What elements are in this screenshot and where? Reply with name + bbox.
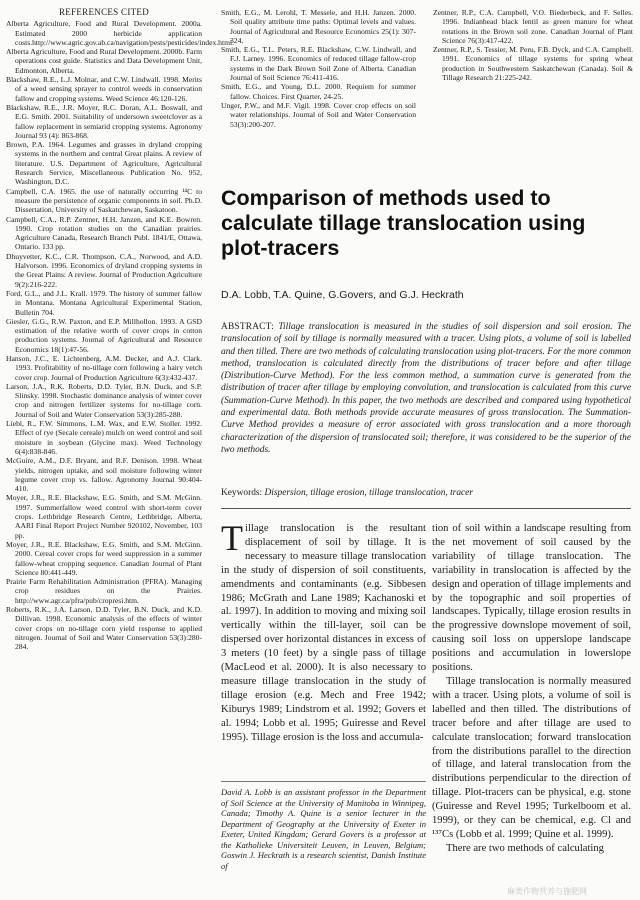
reference-entry: Blackshaw, R.E., L.J. Molnar, and C.W. Lindwall. 1998. Merits of a weed sensing sprayer to control weeds in conservation fallow and cropping systems. Weed Science 46:120-126. xyxy=(6,75,202,103)
reference-entry: Campbell, C.A., R.P. Zentner, H.H. Janzen, and K.E. Bowren. 1990. Crop rotation studies on the Canadian prairies. Agriculture Canada, Research Branch Publ. 1841/E, Ottawa, Ontario. 133 pp. xyxy=(6,214,202,252)
keywords-text: Dispersion, tillage erosion, tillage translocation, tracer xyxy=(264,488,473,498)
abstract xyxy=(221,321,631,456)
section-divider xyxy=(221,508,631,509)
body-paragraph-1-text: illage translocation is the resultant displacement of soil by tillage. It is necessary to measure tillage translocation in the study of dispersion of soil constituents, amendments and contaminants (e.g. Sibbesen 1986; McGrath and Lane 1989; Kachanoski et al. 1997). In addition to moving and mixing soil vertically within the till-layer, soil can be dispersed over horizontal distances in excess of 3 meters (10 feet) by a single pass of tillage (MacLeod et al. 2000). It is also necessary to measure tillage translocation in the study of tillage erosion (e.g. Mech and Free 1942; Kiburys 1989; Lindstrom et al. 1992; Govers et al. 1994; Lobb et al. 1995; Guiresse and Revel 1995). Tillage erosion is the loss and accumula- xyxy=(221,523,426,743)
body-paragraph-2: tion of soil within a landscape resulting from the net movement of soil caused by the variability of tillage translocation. The variability in translocation is affected by the design and operation of tillage implements and by the topographic and soil properties of landscapes. Typically, tillage erosion results in the progressive downslope movement of soil, causing soil loss on upperslope landscape positions and accumulation in lowerslope positions. xyxy=(432,523,631,674)
reference-entry: Unger, P.W., and M.F. Vigil. 1998. Cover crop effects on soil water relationships. Journal of Soil and Water Conservation 53(3):200-207. xyxy=(221,100,416,129)
reference-entry: Smith, E.G., T.L. Peters, R.E. Blackshaw, C.W. Lindwall, and F.J. Larney. 1996. Economics of reduced tillage fallow-crop systems in the Dark Brown Soil Zone of Alberta. Canadian Journal of Soil Science 76:411-416. xyxy=(221,45,416,83)
reference-entry: McGuire, A.M., D.F. Bryant, and R.F. Denison. 1998. Wheat yields, nitrogen uptake, and soil moisture following winter legume cover crop vs. fallow. Agronomy Journal 90:404-410. xyxy=(6,456,202,494)
keywords-label: Keywords: xyxy=(221,488,263,498)
abstract-text: Tillage translocation is measured in the studies of soil dispersion and soil erosion. The translocation of soil by tillage is normally measured with a tracer. Using plots, a volume of soil is labelled and then tilled. There are two methods of calculating translocation using plot-tracers. For the more common method, translocation is calculated directly from the distributions of tracer before and after tillage (Distribution-Curve Method). For the less common method, a summation curve is generated from the distribution of tracer after tillage by employing convolution, and translocation is calculated from this curve (Summation-Curve Method). In this paper, the two methods are described and compared using hypothetical and experimental data. Both methods provide accurate measures of gross translocation. The Summation-Curve Method provides a measure of error associated with gross translocation and a more thorough characterization of the dispersion of translocated soil; therefore, it was considered to be the superior of the two methods. xyxy=(221,322,632,455)
references-middle-list xyxy=(221,8,416,129)
reference-entry: Moyer, J.R., R.E. Blackshaw, E.G. Smith, and S.M. McGinn. 1997. Summerfallow weed control with short-term cover crops. Lethbridge Research Centre, Lethbridge, Alberta, AARI Final Report Project Number 920102, November, 103 pp. xyxy=(6,493,202,540)
reference-entry: Campbell, C.A. 1965. the use of naturally occurring ¹⁴C to measure the persistence of organic components in soil. Ph.D. Dissertation, University of Saskatchewan, Saskatoon. xyxy=(6,186,202,215)
references-right-column xyxy=(433,8,633,82)
watermark-text: 麻类作物营养与施肥网 xyxy=(507,887,587,896)
body-paragraph-1 xyxy=(221,518,426,745)
reference-entry: Hanson, J.C., E. Lichtenberg, A.M. Decker, and A.J. Clark. 1993. Profitability of no-tillage corn following a hairy vetch cover crop. Journal of Production Agriculture 6(3):432-437. xyxy=(6,353,202,382)
body-left-column xyxy=(221,518,426,745)
reference-entry: Moyer, J.R., R.E. Blackshaw, E.G. Smith, and S.M. McGinn. 2000. Cereal cover crops for weed suppression in a summer fallow-wheat cropping sequence. Canadian Journal of Plant Science 80:441-449. xyxy=(6,539,202,577)
keywords xyxy=(221,488,631,498)
reference-entry: Smith, E.G., M. Lerohl, T. Messele, and H.H. Janzen. 2000. Soil quality attribute time paths: Optimal levels and values. Journal of Agricultural and Resource Economics 25(1): 307-324. xyxy=(221,8,416,45)
reference-entry: Prairie Farm Rehabilitation Administration (PFRA). Managing crop residues on the Prairies. http://www.agr.ca/pfra/pub/cropresi.htm. xyxy=(6,577,202,605)
reference-entry: Zentner, R.P., C.A. Campbell, V.O. Biederbeck, and F. Selles. 1996. Indianhead black lentil as green manure for wheat rotations in the Brown soil zone. Canadian Journal of Plant Science 76(3):417-422. xyxy=(433,8,633,45)
references-heading: REFERENCES CITED xyxy=(58,7,150,17)
reference-entry: Giesler, G.G., R.W. Paxton, and E.P. Millhollon. 1993. A GSD estimation of the relative worth of cover crops in cotton production systems. Journal of Agricultural and Resource Economics 18(1):47-56. xyxy=(6,316,202,354)
bio-divider xyxy=(221,781,426,782)
references-middle-column xyxy=(221,8,416,129)
references-left-column xyxy=(6,7,234,652)
reference-entry: Dhuyvetter, K.C., C.R. Thompson, C.A., Norwood, and A.D. Halvorson. 1996. Economics of dryland cropping systems in the Great Plains: A review. Journal of Production Agriculture 9(2):216-222. xyxy=(6,251,202,289)
reference-entry: Alberta Agriculture, Food and Rural Development. 2000b. Farm operations cost guide. Statistics and Data Development Unit, Edmonton, Alberta. xyxy=(6,47,202,75)
article-title: Comparison of methods used to calculate tillage translocation using plot-tracers xyxy=(221,186,586,260)
reference-entry: Roberts, R.K., J.A. Larson, D.D. Tyler, B.N. Duck, and K.D. Dillivan. 1998. Economic analysis of the effects of winter cover crops on no-tillage corn yield response to applied nitrogen. Journal of Soil and Water Conservation 53(3):280-284. xyxy=(6,605,202,652)
reference-entry: Blackshaw, R.E., J.R. Moyer, R.C. Doran, A.L. Boswall, and E.G. Smith. 2001. Suitability of undersown sweetclover as a fallow replacement in semiarid cropping systems. Agronomy Journal 93 (4): 863-868. xyxy=(6,102,202,140)
author-bio: David A. Lobb is an assistant professor in the Department of Soil Science at the University of Manitoba in Winnipeg, Canada; Timothy A. Quine is a senior lecturer in the Department of Geography at the University of Exeter in Exeter, United Kingdom; Gerard Govers is a professor at the Katholieke Universiteit Leuven, in Leuven, Belgium; Goswin J. Heckrath is a research scientist, Danish Institute of xyxy=(221,787,426,871)
abstract-label: ABSTRACT: xyxy=(221,322,274,332)
drop-cap: T xyxy=(221,518,243,558)
reference-entry: Alberta Agriculture, Food and Rural Development. 2000a. Estimated 2000 herbicide application costs.http://www.agric.gov.ab.ca/navigation/pests/pesticides/index.html. xyxy=(6,19,234,47)
references-right-list xyxy=(433,8,633,82)
reference-entry: Smith, E.G., and Young, D.L. 2000. Requiem for summer fallow. Choices. First Quarter, 24-25. xyxy=(221,82,416,101)
article-authors: D.A. Lobb, T.A. Quine, G.Govers, and G.J. Heckrath xyxy=(221,289,464,301)
body-paragraph-3: Tillage translocation is normally measured with a tracer. Using plots, a volume of soil is labelled and then tilled. The distributions of tracer before and after tillage are used to calculate translocation; forward translocation from the distributions parallel to the direction of tillage, and lateral translocation from the distributions perpendicular to the direction of tillage. Plot-tracers can be physical, e.g. stone (Guiresse and Revel 1995; Turkelboom et al. 1999), or they can be chemical, e.g. Cl and ¹³⁷Cs (Lobb et al. 1999; Quine et al. 1999). xyxy=(432,675,631,840)
reference-entry: Brown, P.A. 1964. Legumes and grasses in dryland cropping systems in the northern and central Great plains. A review of literature. U.S. Department of Agriculture, Agricultural Research Service, Miscellaneous Publication No. 952, Washington, D.C. xyxy=(6,140,202,187)
reference-entry: Ford, G.L., and J.L. Krall. 1979. The history of summer fallow in Montana. Montana Agricultural Experimental Station, Bulletin 704. xyxy=(6,288,202,317)
reference-entry: Liebl, R., F.W. Simmons, L.M. Wax, and E.W. Stoller. 1992. Effect of rye (Secale cereale) mulch on weed control and soil moisture in soybean (Glycine max). Weed Technology 6(4):838-846. xyxy=(6,419,202,456)
references-left-list xyxy=(6,19,234,652)
reference-entry: Zentner, R.P., S. Tessier, M. Peru, F.B. Dyck, and C.A. Campbell. 1991. Economics of tillage systems for spring wheat production in Southwestern Saskatchewan (Canada). Soil & Tillage Research 21:225-242. xyxy=(433,45,633,83)
reference-entry: Larson, J.A., R.K. Roberts, D.D. Tyler, B.N. Duck, and S.P. Slinsky. 1998. Stochastic dominance analysis of winter cover crop and nitrogen fertilizer systems for no-tillage corn. Journal of Soil and Water Conservation 53(3):285-288. xyxy=(6,381,202,419)
body-right-column xyxy=(432,522,631,856)
body-paragraph-4: There are two methods of calculating xyxy=(446,842,604,854)
